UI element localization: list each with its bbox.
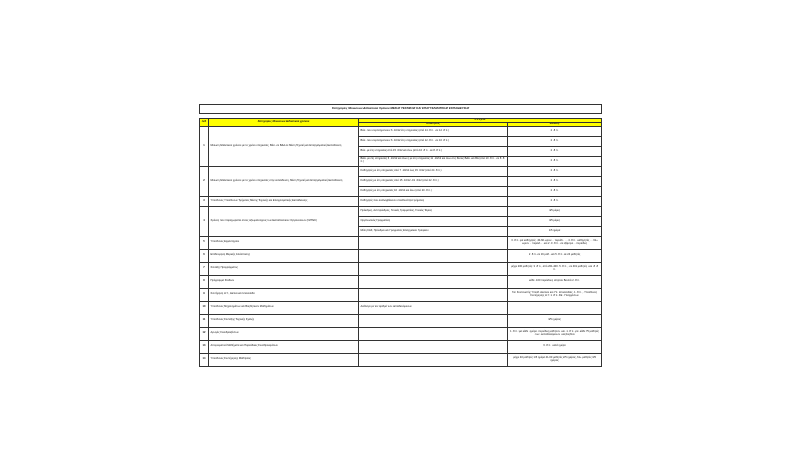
row-requirement (359, 314, 508, 327)
header-requirements: Απαιτήσεις (359, 122, 508, 126)
row-number: 2 (200, 166, 209, 196)
row-reduction: 2 ·8 π.·σε 16 μαθ. ·και 5 ·8 π.·σε 24 μαθητές (508, 249, 602, 262)
row-reduction: 1/5 ημέρα (508, 226, 602, 236)
table-row (200, 275, 602, 288)
reduction-table (199, 104, 602, 367)
row-reduction: 1 ·8 π.·για κάθε ·ημέρα ·περιόδος μαθητών ·και ·1 ·8 π.·για ·κάθε 75 μαθητές ·των ·εκπαιδευόμενων ·και βοηθών (508, 327, 602, 340)
row-category: Σύνταξη Προγράμματος (209, 262, 359, 275)
row-reduction: 2 ·8 π. (508, 166, 602, 176)
row-category: Υπεύθυνος Μηχανημάτων και Βοηθητικών Μαθημάτων (209, 301, 359, 314)
row-requirement: ΒΔΑ ·με έτη υπηρεσίας 6 ·10/12 και άνω ή με έτη υπηρεσίας 11 ·10/12 και άνω στις θέσεις ΒΔΑ ·και ΒΔ (από 10 ·8 π. ·σε 8 ·8 π.) (359, 156, 508, 166)
table-row (200, 301, 602, 314)
row-requirement (359, 327, 508, 340)
row-category: Πρόγραμμα Σταδίων (209, 275, 359, 288)
row-requirement: Καθηγητές με έτη υπηρεσίας από 15 ·10/12 -19 ·6/12 (από 22 ·8 π.) (359, 176, 508, 186)
row-requirement: Βάσ.·με έτη υπηρεσίας από 15 ·6/12 και άνω (από 10 ·8 π. ·σε 8 ·8 π.) (359, 146, 508, 156)
row-number: 6 (200, 249, 209, 262)
table-row (200, 166, 602, 176)
row-category: Συντήρηση Η.Υ., Δίκτυα και Ιστοσελίδα (209, 288, 359, 301)
table-row (200, 353, 602, 366)
row-requirement (359, 340, 508, 353)
row-reduction: 3/5 μέρες (508, 216, 602, 226)
header-reduction: Μείωση (508, 122, 602, 126)
row-category: Υπεύθυνος Υπεύθυνων Τμήματος Μέσης Τεχνικής και Επαγγελματικής Εκπαίδευσης (209, 196, 359, 206)
table-row (200, 340, 602, 353)
row-requirement: Ανάλογα με τον αριθμό των εκπαιδευόμενων (359, 301, 508, 314)
table-title: Κατηγορίες Μειώσεων Διδακτικού Χρόνου ΜΕΣΗΣ ΤΕΧΝΙΚΗΣ ΚΑΙ ΕΠΑΓΓΕΛΜΑΤΙΚΗΣ ΕΚΠΑΙΔΕΥΣΗΣ (200, 105, 602, 114)
row-number: 8 (200, 275, 209, 288)
row-category: Επιθεώρηση Μερικής Απόσπασης (209, 249, 359, 262)
row-requirement: Καθηγητές με έτη υπηρεσίας από 7 ·10/12 έως 15 ·6/12 (από 24 ·8 π.) (359, 166, 508, 176)
row-requirement (359, 249, 508, 262)
row-requirement (359, 288, 508, 301)
row-reduction: 4/5 μέρες (508, 206, 602, 216)
row-reduction: μέχρι 40 μαθητές 1/5 ημέρα 41-60 μαθητές 2/5 ημέρας, 61+ μαθητές 3/5 ημέρας (508, 353, 602, 366)
row-reduction: Για: Συντονιστής Υπεύθ. Δικτύου και Υπ. Ιστοσελίδας ·1 ·8 π., ·Υπεύθυνος Συντήρησης Η.Υ. 1 ·8 π.·ΣΕ ·Υπαρχόντων (508, 288, 602, 301)
row-requirement (359, 262, 508, 275)
row-requirement (359, 236, 508, 249)
row-number: 3 (200, 196, 209, 206)
row-number: 12 (200, 327, 209, 340)
row-reduction: κάθε ·160 περιόδους σπίρτου Βουτιά 2 ·8 π. (508, 275, 602, 288)
table-row (200, 126, 602, 136)
row-reduction: 2 ·8 π. (508, 146, 602, 156)
row-number: 10 (200, 301, 209, 314)
header-aa: Α/Α (200, 119, 209, 127)
row-number: 13 (200, 340, 209, 353)
table-row (200, 249, 602, 262)
row-requirement: Βάσ.·που συμπληρώνουν 6 ·10/12 έτη υπηρεσίας (από 12 ·8 π. ·σε 10 ·8 π.) (359, 136, 508, 146)
row-requirement: Πρόεδρος, Αντιπρόεδρος, Γενικός Γραμματέας, Γενικός Ταμίας (359, 206, 508, 216)
table-row (200, 236, 602, 249)
row-reduction (508, 301, 602, 314)
row-number: 11 (200, 314, 209, 327)
row-reduction: 2 ·8 π. (508, 126, 602, 136)
row-number: 1 (200, 126, 209, 166)
row-reduction: 2 ·8 π. (508, 156, 602, 166)
row-requirement: Καθηγητές με έτη υπηρεσίας 16 ·10/12 και άνω (από 20 ·8 π.) (359, 186, 508, 196)
row-requirement: Καθηγητές που αναλαμβάνουν υπευθυνότητα τμήματος (359, 196, 508, 206)
row-number: 4 (200, 206, 209, 236)
table-row (200, 206, 602, 216)
table-row (200, 196, 602, 206)
row-number: 5 (200, 236, 209, 249)
row-category: Απογευματινά Μαθήματα και Παρεάδικες Συναθροισμάτων (209, 340, 359, 353)
row-category: Μείωση διδακτικού χρόνου με το χρόνο υπηρεσίας, Βάσ.·σε ΒΔΑ σε Μέση Τεχνική και Επαγγελματική Εκπαίδευση (209, 126, 359, 166)
row-requirement: Μέλη ΚΔΣ, Πρόεδροι και Γραμματείς Επαρχιακού Γραφείου (359, 226, 508, 236)
row-reduction: 2 ·8 π. (508, 186, 602, 196)
row-reduction: 2 ·8 π. (508, 176, 602, 186)
row-category: Αγωγός Συνεδριαζόντων (209, 327, 359, 340)
row-reduction: 2 ·8 π. (508, 196, 602, 206)
header-group: Σ.ε.ε.ρ.ια (359, 119, 602, 123)
header-category: Κατηγορίες Μειώσεων Διδακτικού χρόνου (209, 119, 359, 127)
table-row (200, 288, 602, 301)
row-reduction: 2 ·8 π. (508, 136, 602, 146)
row-category: Υπεύθυνος Σύνταξης Τεχνικής Σχολής (209, 314, 359, 327)
row-category: Μείωση διδακτικού χρόνου με το χρόνο υπηρεσίας στην εκπαίδευση, Μέση Τεχνική και Επαγγελματική Εκπαίδευση (209, 166, 359, 196)
row-requirement: Οργανωτικός Γραμματέας (359, 216, 508, 226)
row-reduction: 6 ·8 π. ·κατά ημέρα (508, 340, 602, 353)
row-reduction: μέχρι 200 μαθητές: 3 ·8 π., από 201-400 ·5 ·8 π., ·σε 401 μαθητές ·και ·8 ·8 π. (508, 262, 602, 275)
row-category: Υπεύθυνος Συντήρησης Μαθητείας (209, 353, 359, 366)
row-requirement: Βάσ.·που συμπληρώνουν 6 ·10/12 έτη υπηρεσίας (από 14 ·8 π. ·σε 12 ·8 π.) (359, 126, 508, 136)
row-requirement (359, 275, 508, 288)
table-row (200, 262, 602, 275)
title-row (200, 105, 602, 114)
row-number: 14 (200, 353, 209, 366)
row-number: 7 (200, 262, 209, 275)
row-number: 9 (200, 288, 209, 301)
row-reduction: 3 ·8 π.·για καθηγητές ·40-60 ωρών ·· περιόδ.· ·· ·4 ·8 π. ·καθηγητές ·· ·61+ ωρών ·· περιόδ.·· ·και 2 ·0 ·8 π. ·σε εξάμηνο ·· περίοδος (508, 236, 602, 249)
table-row (200, 327, 602, 340)
row-category: Χρόνος που παραχωρείται στους αξιωματούχους των Εκπαιδευτικών Οργανώσεων (ΟΛΤΕΚ) (209, 206, 359, 236)
row-requirement (359, 353, 508, 366)
row-reduction: 3/5 ημέρας (508, 314, 602, 327)
table-row (200, 314, 602, 327)
row-category: Υπεύθυνος Εργαστηρίου (209, 236, 359, 249)
